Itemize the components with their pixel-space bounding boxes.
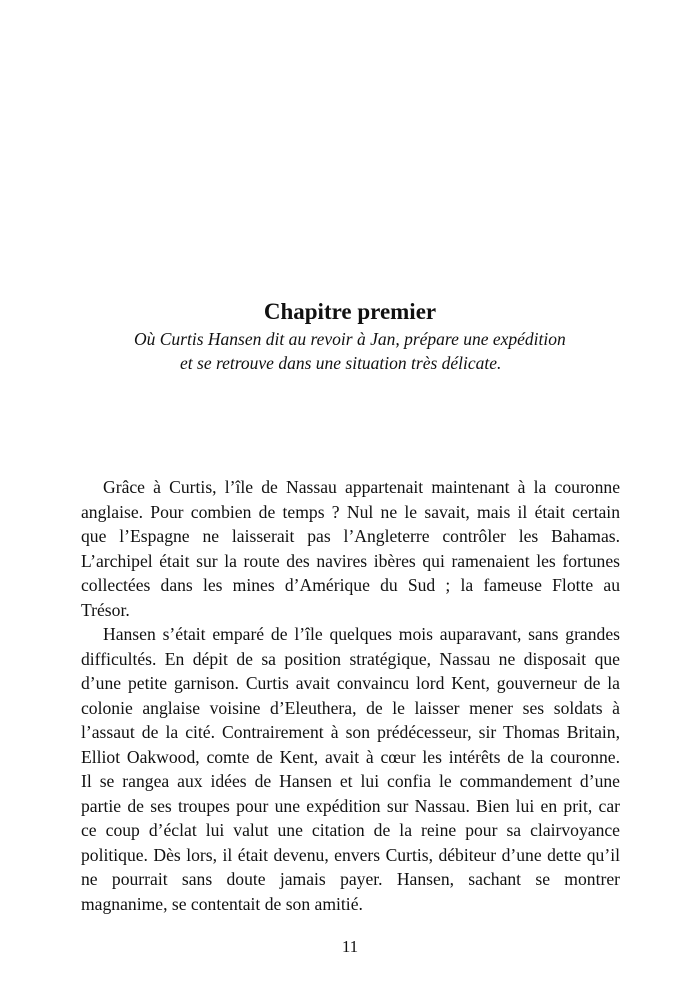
text-line: partie de ses troupes pour une expédition sur Nassau. Bien lui en prit, car xyxy=(81,795,620,816)
text-line: Elliot Oakwood, comte de Kent, avait à cœur les intérêts de la couronne. xyxy=(81,746,620,767)
text-line: Hansen s’était emparé de l’île quelques mois auparavant, sans grandes xyxy=(103,624,620,644)
text-line: d’une petite garnison. Curtis avait convaincu lord Kent, gouverneur de la xyxy=(81,673,620,693)
text-line: ne pourrait sans doute jamais payer. Hansen, sachant se montrer xyxy=(81,869,620,889)
text-line: politique. Dès lors, il était devenu, envers Curtis, débiteur d’une dette qu’il xyxy=(81,844,620,865)
page-number: 11 xyxy=(341,937,359,956)
paragraph-1 xyxy=(81,475,620,622)
text-line: colonie anglaise voisine d’Eleuthera, de le laisser mener ses soldats à xyxy=(81,697,620,718)
body-text xyxy=(81,475,620,916)
text-line: que l’Espagne ne laisserait pas l’Angleterre contrôler les Bahamas. xyxy=(81,526,620,546)
text-line: difficultés. En dépit de sa position stratégique, Nassau ne disposait que xyxy=(81,648,620,669)
text-line: Grâce à Curtis, l’île de Nassau appartenait maintenant à la couronne xyxy=(103,477,620,497)
chapter-subtitle-line-1: Où Curtis Hansen dit au revoir à Jan, prépare une expédition xyxy=(134,329,566,349)
text-line: anglaise. Pour combien de temps ? Nul ne le savait, mais il était certain xyxy=(81,501,620,522)
chapter-subtitle-line-2: et se retrouve dans une situation très délicate. xyxy=(180,353,502,373)
text-line: collectées dans les mines d’Amérique du Sud ; la fameuse Flotte au xyxy=(81,575,620,595)
paragraph-2 xyxy=(81,622,620,916)
text-line: magnanime, se contentait de son amitié. xyxy=(81,893,363,914)
text-line: Il se rangea aux idées de Hansen et lui confia le commandement d’une xyxy=(81,771,620,791)
text-line: Trésor. xyxy=(81,599,130,620)
text-line: ce coup d’éclat lui valut une citation de la reine pour sa clairvoyance xyxy=(81,820,620,840)
chapter-title: Chapitre premier xyxy=(263,299,437,324)
text-line: l’assaut de la cité. Contrairement à son prédécesseur, sir Thomas Britain, xyxy=(81,722,620,742)
text-line: L’archipel était sur la route des navires ibères qui ramenaient les fortunes xyxy=(81,550,620,571)
